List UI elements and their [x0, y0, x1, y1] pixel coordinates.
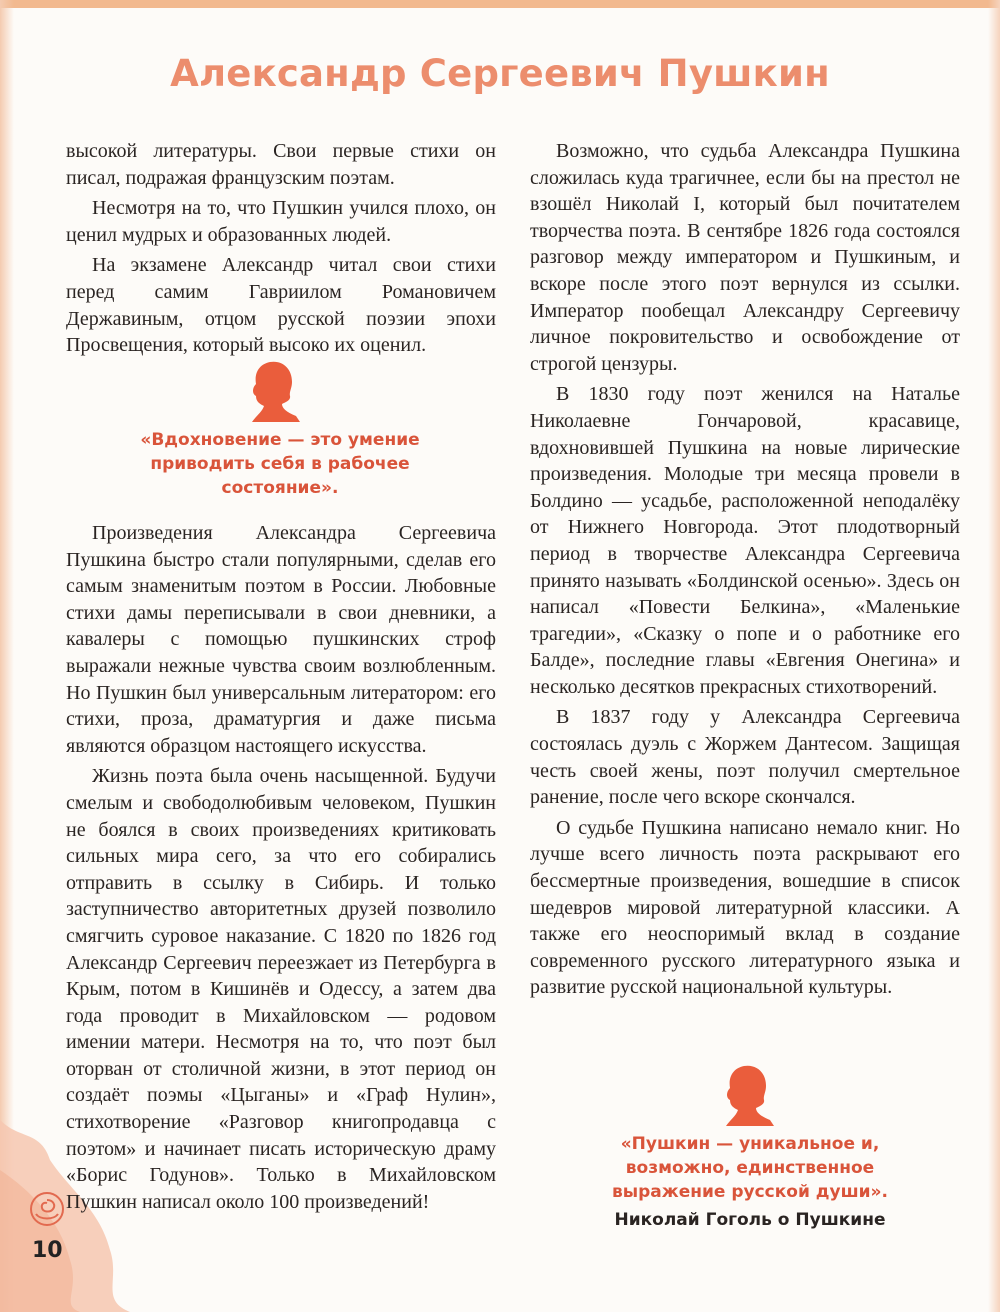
quote-line: выражение русской души». [612, 1182, 888, 1202]
quote-line: «Вдохновение — это умение [140, 430, 420, 450]
paragraph: О судьбе Пушкина написано немало книг. Но лучше всего личность поэта раскрывают его бессмертные произведения, вошедшие в список шедевров мировой литературной классики. А также его неоспоримый вклад в создание современного русского литературного языка и развитие русской национальной культуры. [530, 816, 960, 999]
quote-line: возможно, единственное [625, 1158, 875, 1178]
paragraph: В 1837 году у Александра Сергеевича состоялась дуэль с Жоржем Дантесом. Защищая честь своей жены, поэт получил смертельное ранение, после чего вскоре скончался. [530, 706, 960, 809]
paragraph: Произведения Александра Сергеевича Пушкина быстро стали популярными, сделав его самым знаменитым поэтом в России. Любовные стихи дамы переписывали в свои дневники, а кавалеры с помощью пушкинских строф выражали нежные чувства своим возлюбленным. Но Пушкин был универсальным литератором: его стихи, проза, драматургия и даже письма являются образцом настоящего искусства. [66, 522, 496, 757]
quote-line: состояние». [221, 478, 339, 498]
quote-line: «Пушкин — уникальное и, [620, 1134, 880, 1154]
quote-gogol [600, 1132, 900, 1232]
left-column-top-text [66, 138, 496, 363]
quote-line: приводить себя в рабочее [150, 454, 410, 474]
paragraph: Жизнь поэта была очень насыщенной. Будучи смелым и свободолюбивым человеком, Пушкин не боялся в своих произведениях критиковать сильных мира сего, за что его собирались отправить в ссылку в Сибирь. И только заступничество авторитетных друзей позволило смягчить суровое наказание. С 1820 по 1826 год Александр Сергеевич переезжает из Петербурга в Крым, потом в Кишинёв и Одессу, а затем два года проводит в Михайловском — родовом имении матери. Несмотря на то, что поэт был оторван от столичной жизни, в этот период он создаёт поэмы «Цыганы» и «Граф Нулин», стихотворение «Разговор книгопродавца с поэтом» и начинает писать историческую драму «Борис Годунов». Только в Михайловском Пушкин написал около 100 произведений! [66, 765, 496, 1213]
rose-icon [26, 1188, 68, 1230]
right-column-text [530, 138, 960, 1005]
page-number: 10 [32, 1238, 63, 1263]
quote-author: Николай Гоголь о Пушкине [614, 1210, 886, 1230]
pushkin-silhouette-icon [248, 360, 302, 422]
paragraph: На экзамене Александр читал свои стихи перед самим Гавриилом Романовичем Державиным, отцом русской поэзии эпохи Просвещения, который высоко их оценил. [66, 254, 496, 357]
paragraph: высокой литературы. Свои первые стихи он писал, подражая французским поэтам. [66, 140, 496, 189]
right-decor-edge [988, 0, 1000, 1312]
page-title: Александр Сергеевич Пушкин [170, 52, 830, 95]
pushkin-silhouette-icon [722, 1064, 776, 1126]
paragraph: Несмотря на то, что Пушкин учился плохо, он ценил мудрых и образованных людей. [66, 197, 496, 246]
top-decor-band [0, 0, 1000, 8]
left-column-bottom-text [66, 520, 496, 1219]
quote-vdokhnovenie [130, 428, 430, 500]
paragraph: Возможно, что судьба Александра Пушкина сложилась куда трагичнее, если бы на престол не взошёл Николай I, который был почитателем творчества поэта. В сентябре 1826 года состоялся разговор между императором и Пушкиным, и вскоре после этого поэт вернулся из ссылки. Император пообещал Александру Сергеевичу личное покровительство и освобождение от строгой цензуры. [530, 140, 960, 375]
paragraph: В 1830 году поэт женился на Наталье Николаевне Гончаровой, красавице, вдохновившей Пушкина на новые лирические произведения. Молодые три месяца провели в Болдино — усадьбе, расположенной неподалёку от Нижнего Новгорода. Этот плодотворный период в творчестве Александра Сергеевича принято называть «Болдинской осенью». Здесь он написал «Повести Белкина», «Маленькие трагедии», «Сказку о попе и о работнике его Балде», последние главы «Евгения Онегина» и несколько десятков прекрасных стихотворений. [530, 383, 960, 698]
